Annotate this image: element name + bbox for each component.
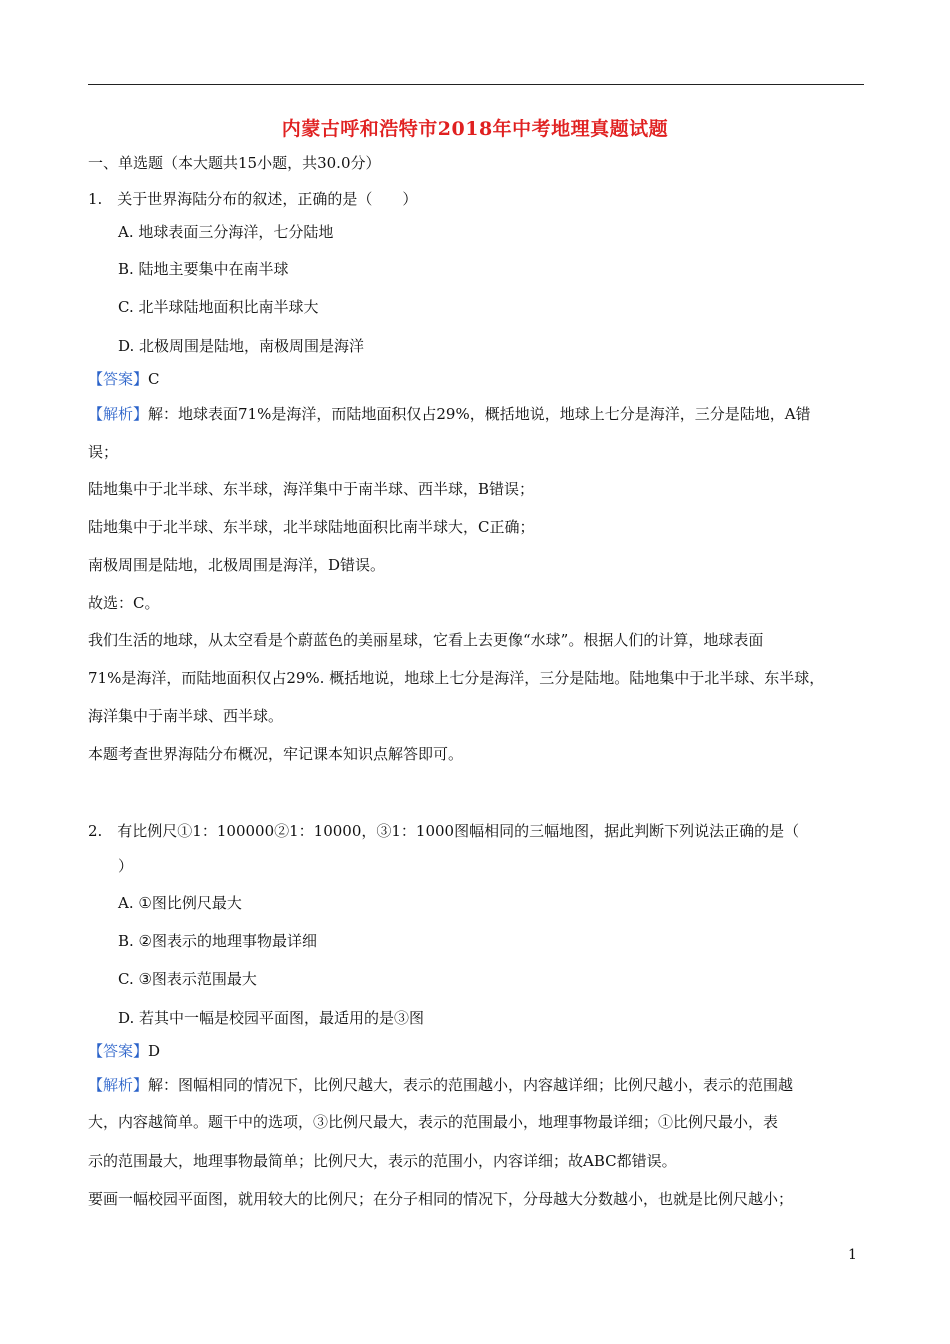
question-2-stem-continued: ） [118, 857, 134, 875]
analysis-text: 解：图幅相同的情况下，比例尺越大，表示的范围越小，内容越详细；比例尺越小，表示的范围越 [148, 1076, 794, 1094]
answer-tag: 【答案】 [88, 1042, 149, 1060]
question-1-option-a: A. 地球表面三分海洋，七分陆地 [118, 223, 334, 241]
page-number: 1 [848, 1247, 857, 1263]
analysis-text: 解：地球表面71%是海洋，而陆地面积仅占29%，概括地说，地球上七分是海洋，三分是陆地，A错 [148, 405, 811, 423]
document-title: 内蒙古呼和浩特市2018年中考地理真题试题 [281, 118, 669, 140]
analysis-tag: 【解析】 [88, 1076, 149, 1094]
question-1-analysis-line: 故选：C。 [88, 594, 160, 612]
question-2-analysis-line: 示的范围最大，地理事物最简单；比例尺大，表示的范围小，内容详细；故ABC都错误。 [88, 1152, 677, 1170]
answer-value: D [148, 1042, 161, 1060]
header-rule [88, 84, 864, 85]
question-1-analysis-line: 误； [88, 443, 119, 461]
question-1-analysis-line: 我们生活的地球，从太空看是个蔚蓝色的美丽星球，它看上去更像“水球”。根据人们的计算，地球表面 [88, 631, 764, 649]
question-2-option-b: B. ②图表示的地理事物最详细 [118, 932, 318, 950]
question-2-stem: 2. 有比例尺①1：100000②1：10000，③1：1000图幅相同的三幅地图，据此判断下列说法正确的是（ [88, 822, 800, 840]
question-1-option-b: B. 陆地主要集中在南半球 [118, 260, 289, 278]
answer-tag: 【答案】 [88, 370, 149, 388]
question-2-option-c: C. ③图表示范围最大 [118, 970, 257, 988]
question-1-analysis-line [88, 403, 811, 425]
section-header: 一、单选题（本大题共15小题，共30.0分） [88, 154, 381, 172]
answer-value: C [148, 370, 160, 388]
question-1-option-d: D. 北极周围是陆地，南极周围是海洋 [118, 337, 365, 355]
question-2-option-a: A. ①图比例尺最大 [118, 894, 242, 912]
question-1-analysis-line: 陆地集中于北半球、东半球，北半球陆地面积比南半球大，C正确； [88, 518, 535, 536]
analysis-tag: 【解析】 [88, 405, 149, 423]
question-1-analysis-line: 71%是海洋，而陆地面积仅占29%. 概括地说，地球上七分是海洋，三分是陆地。陆地集中于北半球、东半球， [88, 669, 825, 687]
question-1-answer [88, 368, 160, 390]
question-2-analysis-line: 大，内容越简单。题干中的选项，③比例尺最大，表示的范围最小，地理事物最详细；①比例尺最小，表 [88, 1113, 779, 1131]
question-1-stem: 1. 关于世界海陆分布的叙述，正确的是（ ） [88, 190, 418, 208]
question-2-analysis-line [88, 1074, 793, 1096]
question-2-analysis-line: 要画一幅校园平面图，就用较大的比例尺；在分子相同的情况下，分母越大分数越小，也就是比例尺越小； [88, 1190, 794, 1208]
question-1-analysis-line: 本题考查世界海陆分布概况，牢记课本知识点解答即可。 [88, 745, 464, 763]
question-1-analysis-line: 南极周围是陆地，北极周围是海洋，D错误。 [88, 556, 386, 574]
question-1-option-c: C. 北半球陆地面积比南半球大 [118, 298, 319, 316]
question-1-analysis-line: 陆地集中于北半球、东半球，海洋集中于南半球、西半球，B错误； [88, 480, 535, 498]
question-2-answer [88, 1040, 160, 1062]
question-1-analysis-line: 海洋集中于南半球、西半球。 [88, 707, 284, 725]
question-2-option-d: D. 若其中一幅是校园平面图，最适用的是③图 [118, 1009, 425, 1027]
